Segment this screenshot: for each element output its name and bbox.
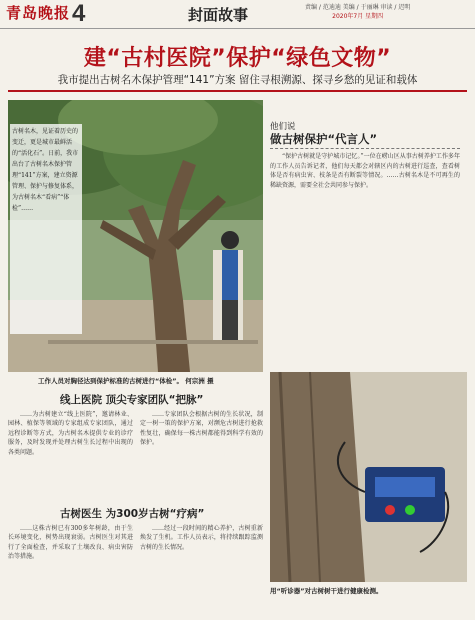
sidebar-title: 做古树保护“代言人” <box>270 132 378 146</box>
sidebar-kicker: 他们说 <box>270 122 296 132</box>
checkup-caption: 用“听诊器”对古树树干进行健康检测。 <box>270 587 383 595</box>
editor-credits: 责编 / 范迪迪 美编 / 于丽琳 审读 / 迟明 <box>305 4 411 11</box>
sidebar-body: “保护古树就是守护城市记忆。”一位在崂山区从事古树养护工作多年的工作人员告诉记者，他们每天都会对辖区内的古树进行巡查，查看树体是否有病虫害、枝条是否有断裂等情况。……古树名木是不可再生的稀缺资源，需要全社会共同参与保护。 <box>270 153 460 189</box>
section-tree-doctor-body-right: ……经过一段时间的精心养护，古树重新焕发了生机。工作人员表示，将持续跟踪监测古树的生长情况。 <box>140 525 263 551</box>
subheadline: 我市提出古树名木保护管理“141”方案 留住寻根溯源、探寻乡愁的见证和载体 <box>57 74 418 86</box>
section-title: 封面故事 <box>188 6 249 24</box>
masthead-meta <box>305 3 410 21</box>
section-online-hospital-body-right: ……专家团队会根据古树的生长状况，制定一树一策的保护方案，对濒危古树进行抢救性复壮，确保每一株古树都能得到科学有效的保护。 <box>140 411 263 447</box>
photo-caption: 工作人员对胸径达到保护标准的古树进行“体检”。 何宗洲 摄 <box>38 377 214 385</box>
issue-date: 2020年7月 星期四 <box>332 13 384 20</box>
section-title-tree-doctor: 古树医生 为300岁古树“疗病” <box>60 508 205 520</box>
sidebar-rule <box>270 148 460 149</box>
headline-rule <box>8 90 467 92</box>
section-tree-doctor-body-left: ……这株古树已有300多年树龄，由于生长环境变化，树势出现衰弱。古树医生对其进行了全面检查，并采取了土壤改良、病虫害防治等措施。 <box>8 525 133 561</box>
intro-overlay: 古树名木，见证着历史的变迁，更是城市最鲜活的“活化石”。日前，我市出台了古树名木保护管理“141”方案，建立资源管理、保护与修复体系，为古树名木“看病”“体检”…… <box>10 124 82 334</box>
newspaper-logo: 青岛晚报 <box>6 4 71 22</box>
instrument-illustration <box>270 372 467 582</box>
page-number: 4 <box>72 0 86 27</box>
checkup-photo <box>270 372 467 582</box>
headline: 建“古村医院”保护“绿色文物” <box>83 46 392 71</box>
section-title-online-hospital: 线上医院 顶尖专家团队“把脉” <box>60 394 204 406</box>
section-online-hospital-body-left: ……为古树建立“线上医院”，邀请林业、园林、植保等领域的专家组成专家团队，通过远程诊断等方式，为古树名木提供专业的诊疗服务，及时发现并处理古树生长过程中出现的各类问题。 <box>8 411 133 456</box>
